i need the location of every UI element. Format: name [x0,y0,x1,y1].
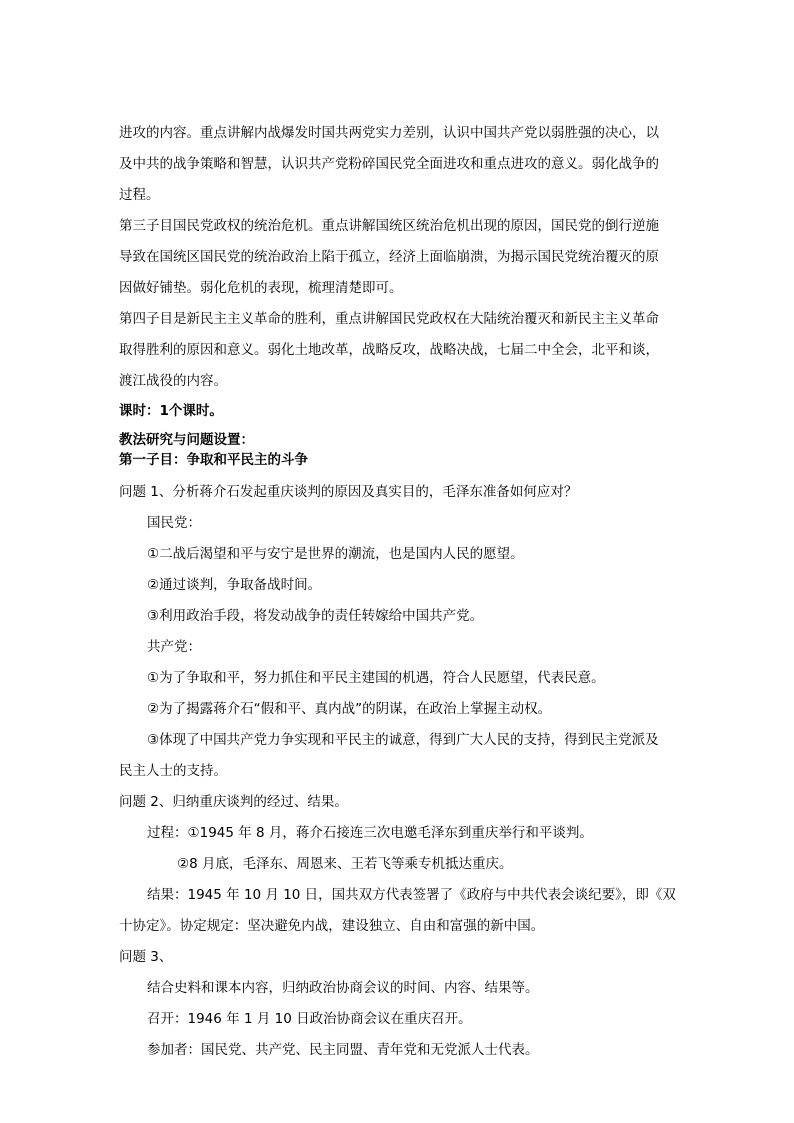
text-line: 第三子目国民党政权的统治危机。重点讲解国统区统治危机出现的原因，国民党的倒行逆施 [119,218,659,234]
text-line: ①为了争取和平，努力抓住和平民主建国的机遇，符合人民愿望，代表民意。 [147,670,605,686]
text-line: ②通过谈判，争取备战时间。 [147,577,322,593]
text-line: 及中共的战争策略和智慧，认识共产党粉碎国民党全面进攻和重点进攻的意义。弱化战争的 [119,156,659,172]
text-line: 过程。 [119,187,160,203]
text-line: 第四子目是新民主主义革命的胜利，重点讲解国民党政权在大陆统治覆灭和新民主主义革命 [119,311,659,327]
text-line: 导致在国统区国民党的统治政治上陷于孤立，经济上面临崩溃，为揭示国民党统治覆灭的原 [119,249,659,265]
text-line: ③体现了中国共产党力争实现和平民主的诚意，得到广大人民的支持，得到民主党派及 [147,732,659,748]
text-line: 课时：1个课时。 [119,403,223,419]
text-line: 结合史料和课本内容，归纳政治协商会议的时间、内容、结果等。 [147,980,539,996]
text-line: ③利用政治手段，将发动战争的责任转嫁给中国共产党。 [147,608,484,624]
text-line: 第一子目：争取和平民主的斗争 [119,452,308,468]
text-line: 共产党： [147,639,201,655]
text-line: 取得胜利的原因和意义。弱化土地改革，战略反攻，战略决战，七届二中全会，北平和谈， [119,342,659,358]
text-line: 召开：1946 年 1 月 10 日政治协商会议在重庆召开。 [147,1011,472,1027]
text-line: 国民党： [147,515,201,531]
text-line: 过程：①1945 年 8 月，蒋介石接连三次电邀毛泽东到重庆举行和平谈判。 [147,825,593,841]
text-line: 结果：1945 年 10 月 10 日，国共双方代表签署了《政府与中共代表会谈纪要》，即《双 [147,887,676,903]
text-line: 参加者：国民党、共产党、民主同盟、青年党和无党派人士代表。 [147,1042,539,1058]
text-line: 问题 1、分析蒋介石发起重庆谈判的原因及真实目的，毛泽东准备如何应对？ [119,484,578,500]
text-line: 渡江战役的内容。 [119,373,227,389]
text-line: 十协定》。协定规定：坚决避免内战，建设独立、自由和富强的新中国。 [119,918,545,934]
text-line: 进攻的内容。重点讲解内战爆发时国共两党实力差别，认识中国共产党以弱胜强的决心，以 [119,125,659,141]
text-line: 问题 3、 [119,949,173,965]
text-line: ①二战后渴望和平与安宁是世界的潮流，也是国内人民的愿望。 [147,546,524,562]
text-line: 教法研究与问题设置： [119,432,254,448]
text-line: ②8 月底，毛泽东、周恩来、王若飞等乘专机抵达重庆。 [177,856,513,872]
text-line: 问题 2、归纳重庆谈判的经过、结果。 [119,794,348,810]
text-line: ②为了揭露蒋介石“假和平、真内战”的阴谋，在政治上掌握主动权。 [147,701,552,717]
text-line: 因做好铺垫。弱化危机的表现，梳理清楚即可。 [119,280,403,296]
text-line: 民主人士的支持。 [119,763,227,779]
